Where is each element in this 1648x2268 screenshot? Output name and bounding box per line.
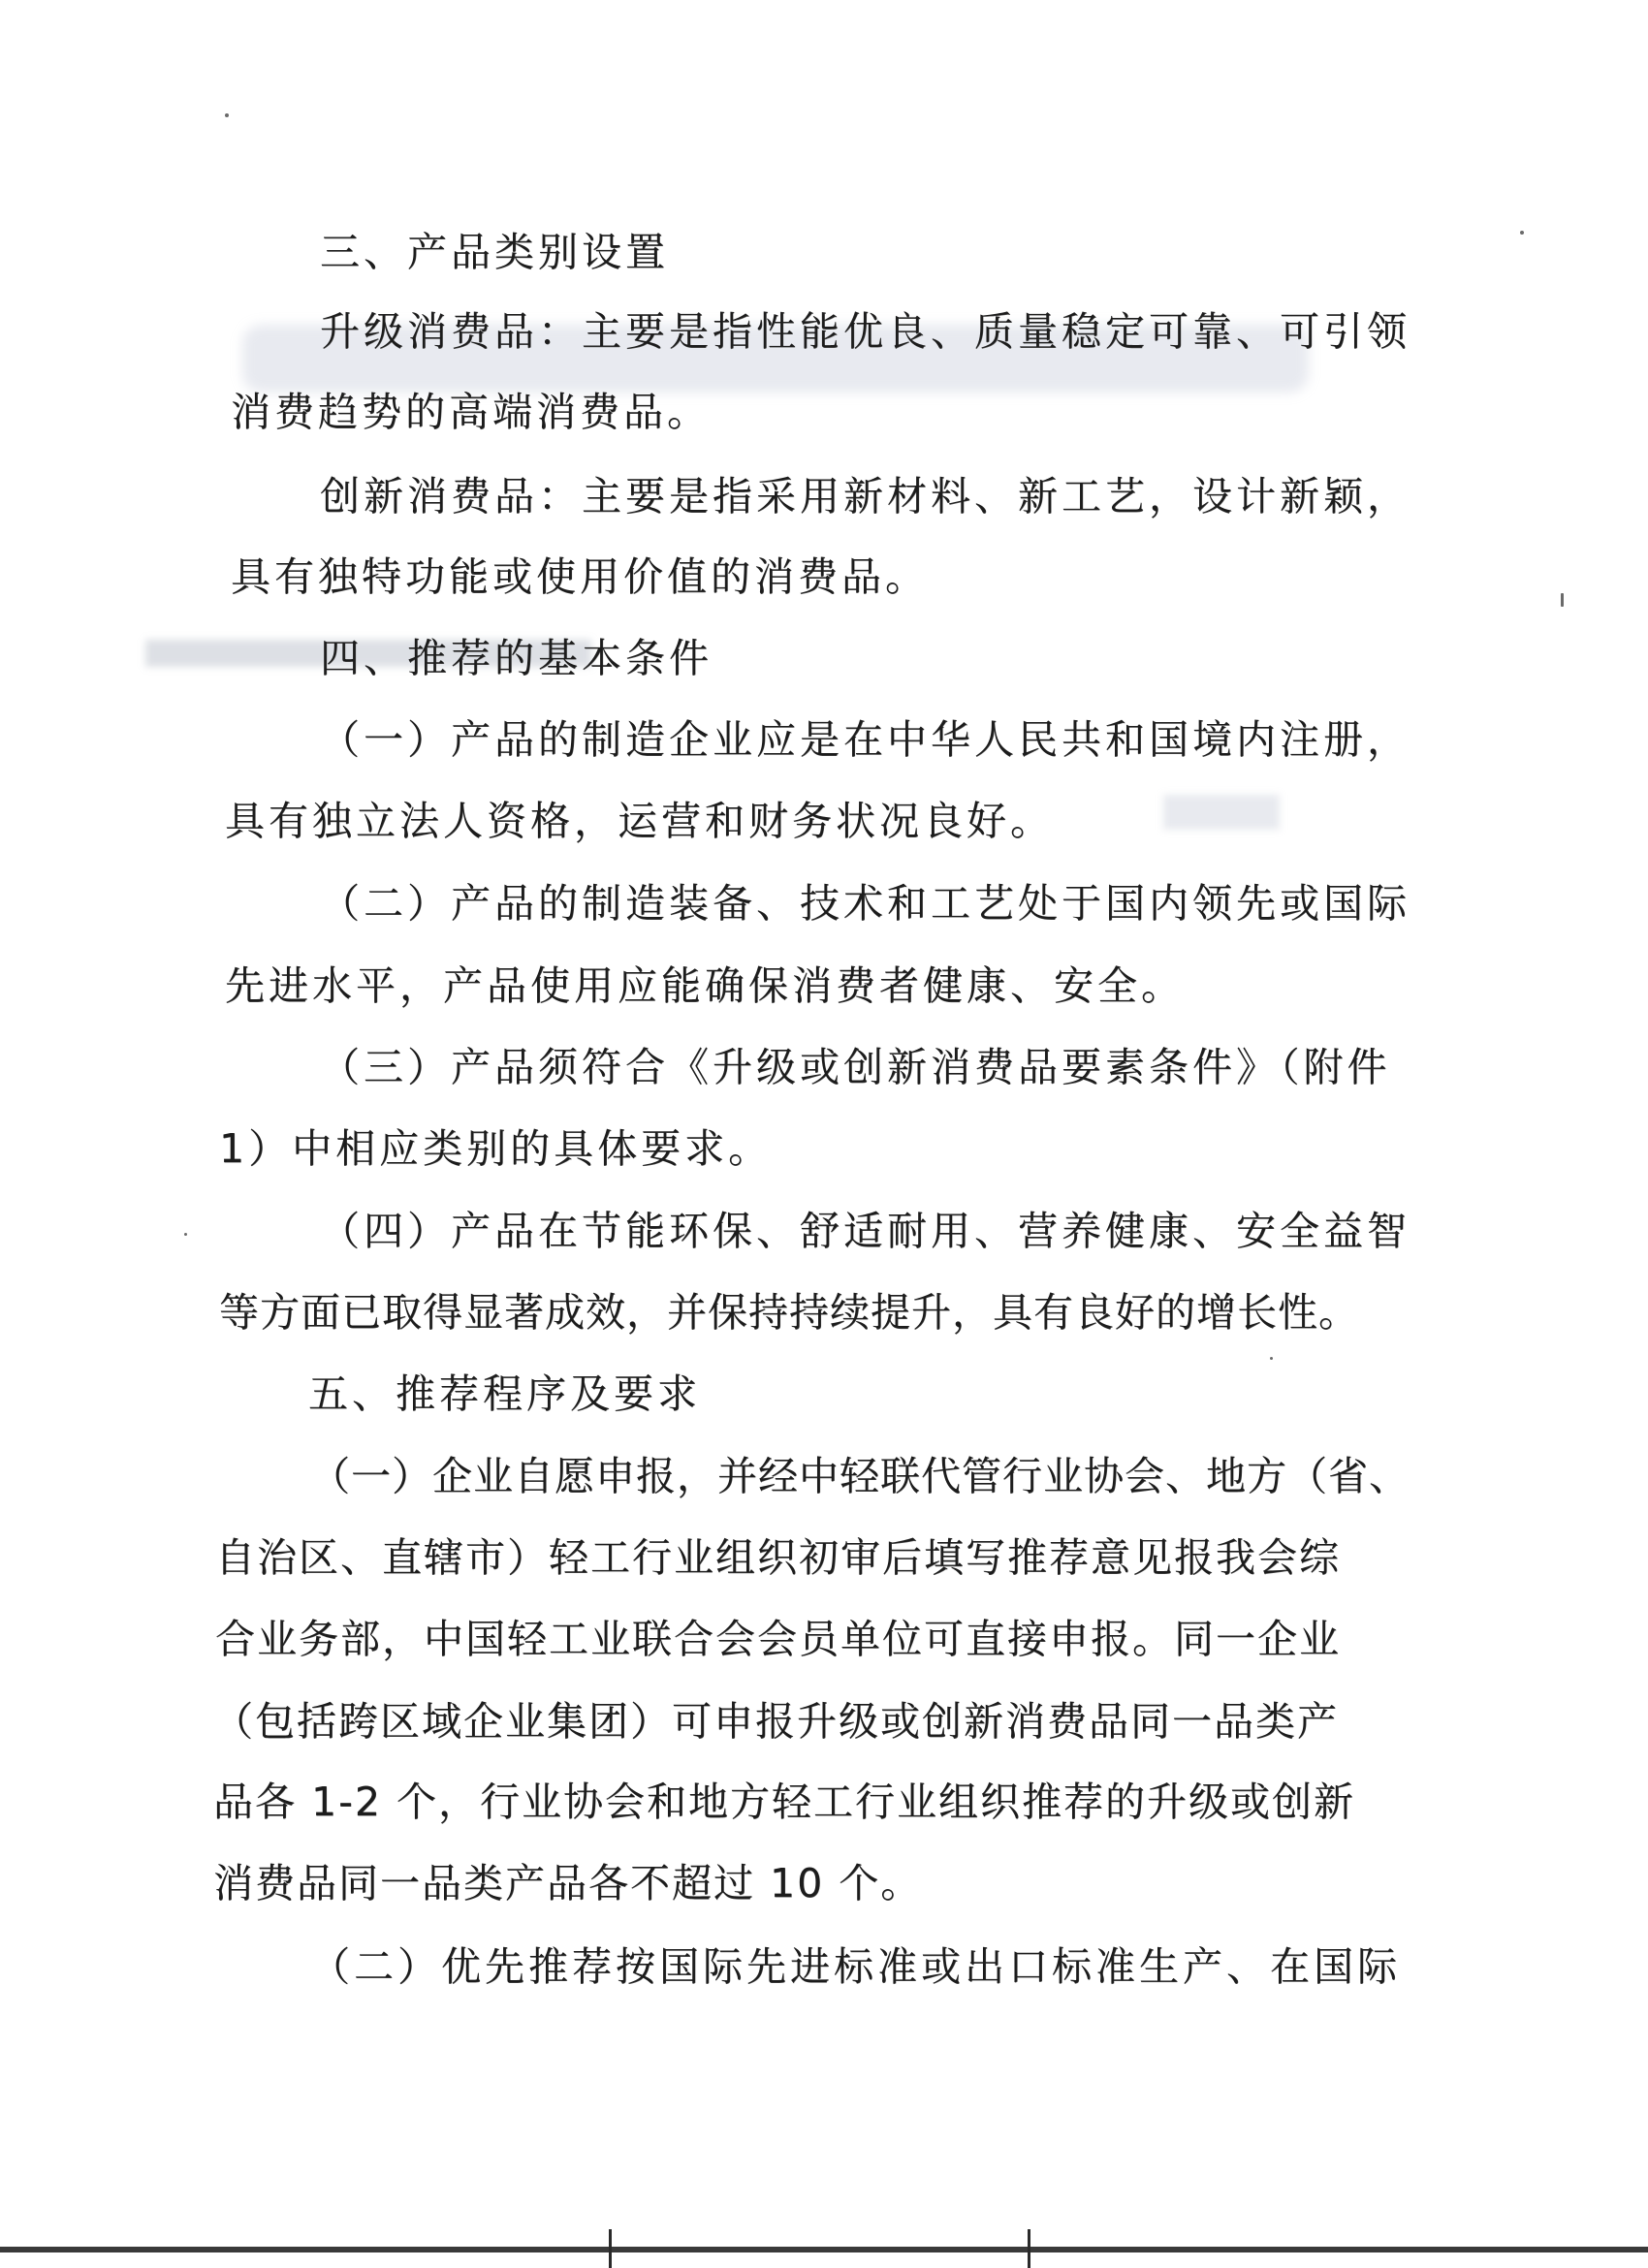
paragraph-line: （四）产品在节能环保、舒适耐用、营养健康、安全益智 — [320, 1208, 1410, 1254]
ink-bleed-mark — [1163, 795, 1280, 830]
paragraph-line: （三）产品须符合《升级或创新消费品要素条件》（附件 — [320, 1044, 1391, 1090]
scan-speck — [1520, 231, 1524, 235]
paragraph-line: 具有独特功能或使用价值的消费品。 — [231, 553, 929, 600]
paragraph-line: 消费趋势的高端消费品。 — [231, 389, 711, 435]
paragraph-line: 自治区、直辖市）轻工行业组织初审后填写推荐意见报我会综 — [215, 1534, 1341, 1581]
paragraph-line: （二）优先推荐按国际先进标准或出口标准生产、在国际 — [310, 1943, 1401, 1990]
paragraph-line: 等方面已取得显著成效，并保持持续提升，具有良好的增长性。 — [219, 1289, 1359, 1336]
section-heading-4: 四、推荐的基本条件 — [320, 635, 713, 681]
section-heading-5: 五、推荐程序及要求 — [308, 1370, 701, 1417]
scan-edge-mark — [1028, 2229, 1030, 2268]
scan-speck — [184, 1233, 187, 1236]
paragraph-line: （一）产品的制造企业应是在中华人民共和国境内注册， — [320, 716, 1410, 763]
section-heading-3: 三、产品类别设置 — [320, 229, 669, 275]
paragraph-line: 创新消费品：主要是指采用新材料、新工艺，设计新颖， — [320, 473, 1410, 520]
paragraph-line: 1）中相应类别的具体要求。 — [219, 1125, 773, 1172]
paragraph-line: （一）企业自愿申报，并经中轻联代管行业协会、地方（省、 — [310, 1453, 1410, 1499]
paragraph-line: 先进水平，产品使用应能确保消费者健康、安全。 — [225, 962, 1185, 1009]
scan-speck — [225, 113, 229, 117]
paragraph-line: （二）产品的制造装备、技术和工艺处于国内领先或国际 — [320, 880, 1410, 927]
scan-bottom-edge — [0, 2247, 1648, 2252]
paragraph-line: （包括跨区域企业集团）可申报升级或创新消费品同一品类产 — [213, 1698, 1339, 1745]
paragraph-line: 消费品同一品类产品各不超过 10 个。 — [213, 1860, 923, 1906]
scan-speck — [1561, 593, 1564, 607]
paragraph-line: 具有独立法人资格，运营和财务状况良好。 — [225, 798, 1054, 844]
paragraph-line: 升级消费品：主要是指性能优良、质量稳定可靠、可引领 — [320, 308, 1410, 355]
paragraph-line: 品各 1-2 个，行业协会和地方轻工行业组织推荐的升级或创新 — [213, 1779, 1356, 1825]
scan-edge-mark — [609, 2229, 612, 2268]
scan-speck — [1270, 1357, 1273, 1360]
paragraph-line: 合业务部，中国轻工业联合会会员单位可直接申报。同一企业 — [215, 1616, 1341, 1662]
